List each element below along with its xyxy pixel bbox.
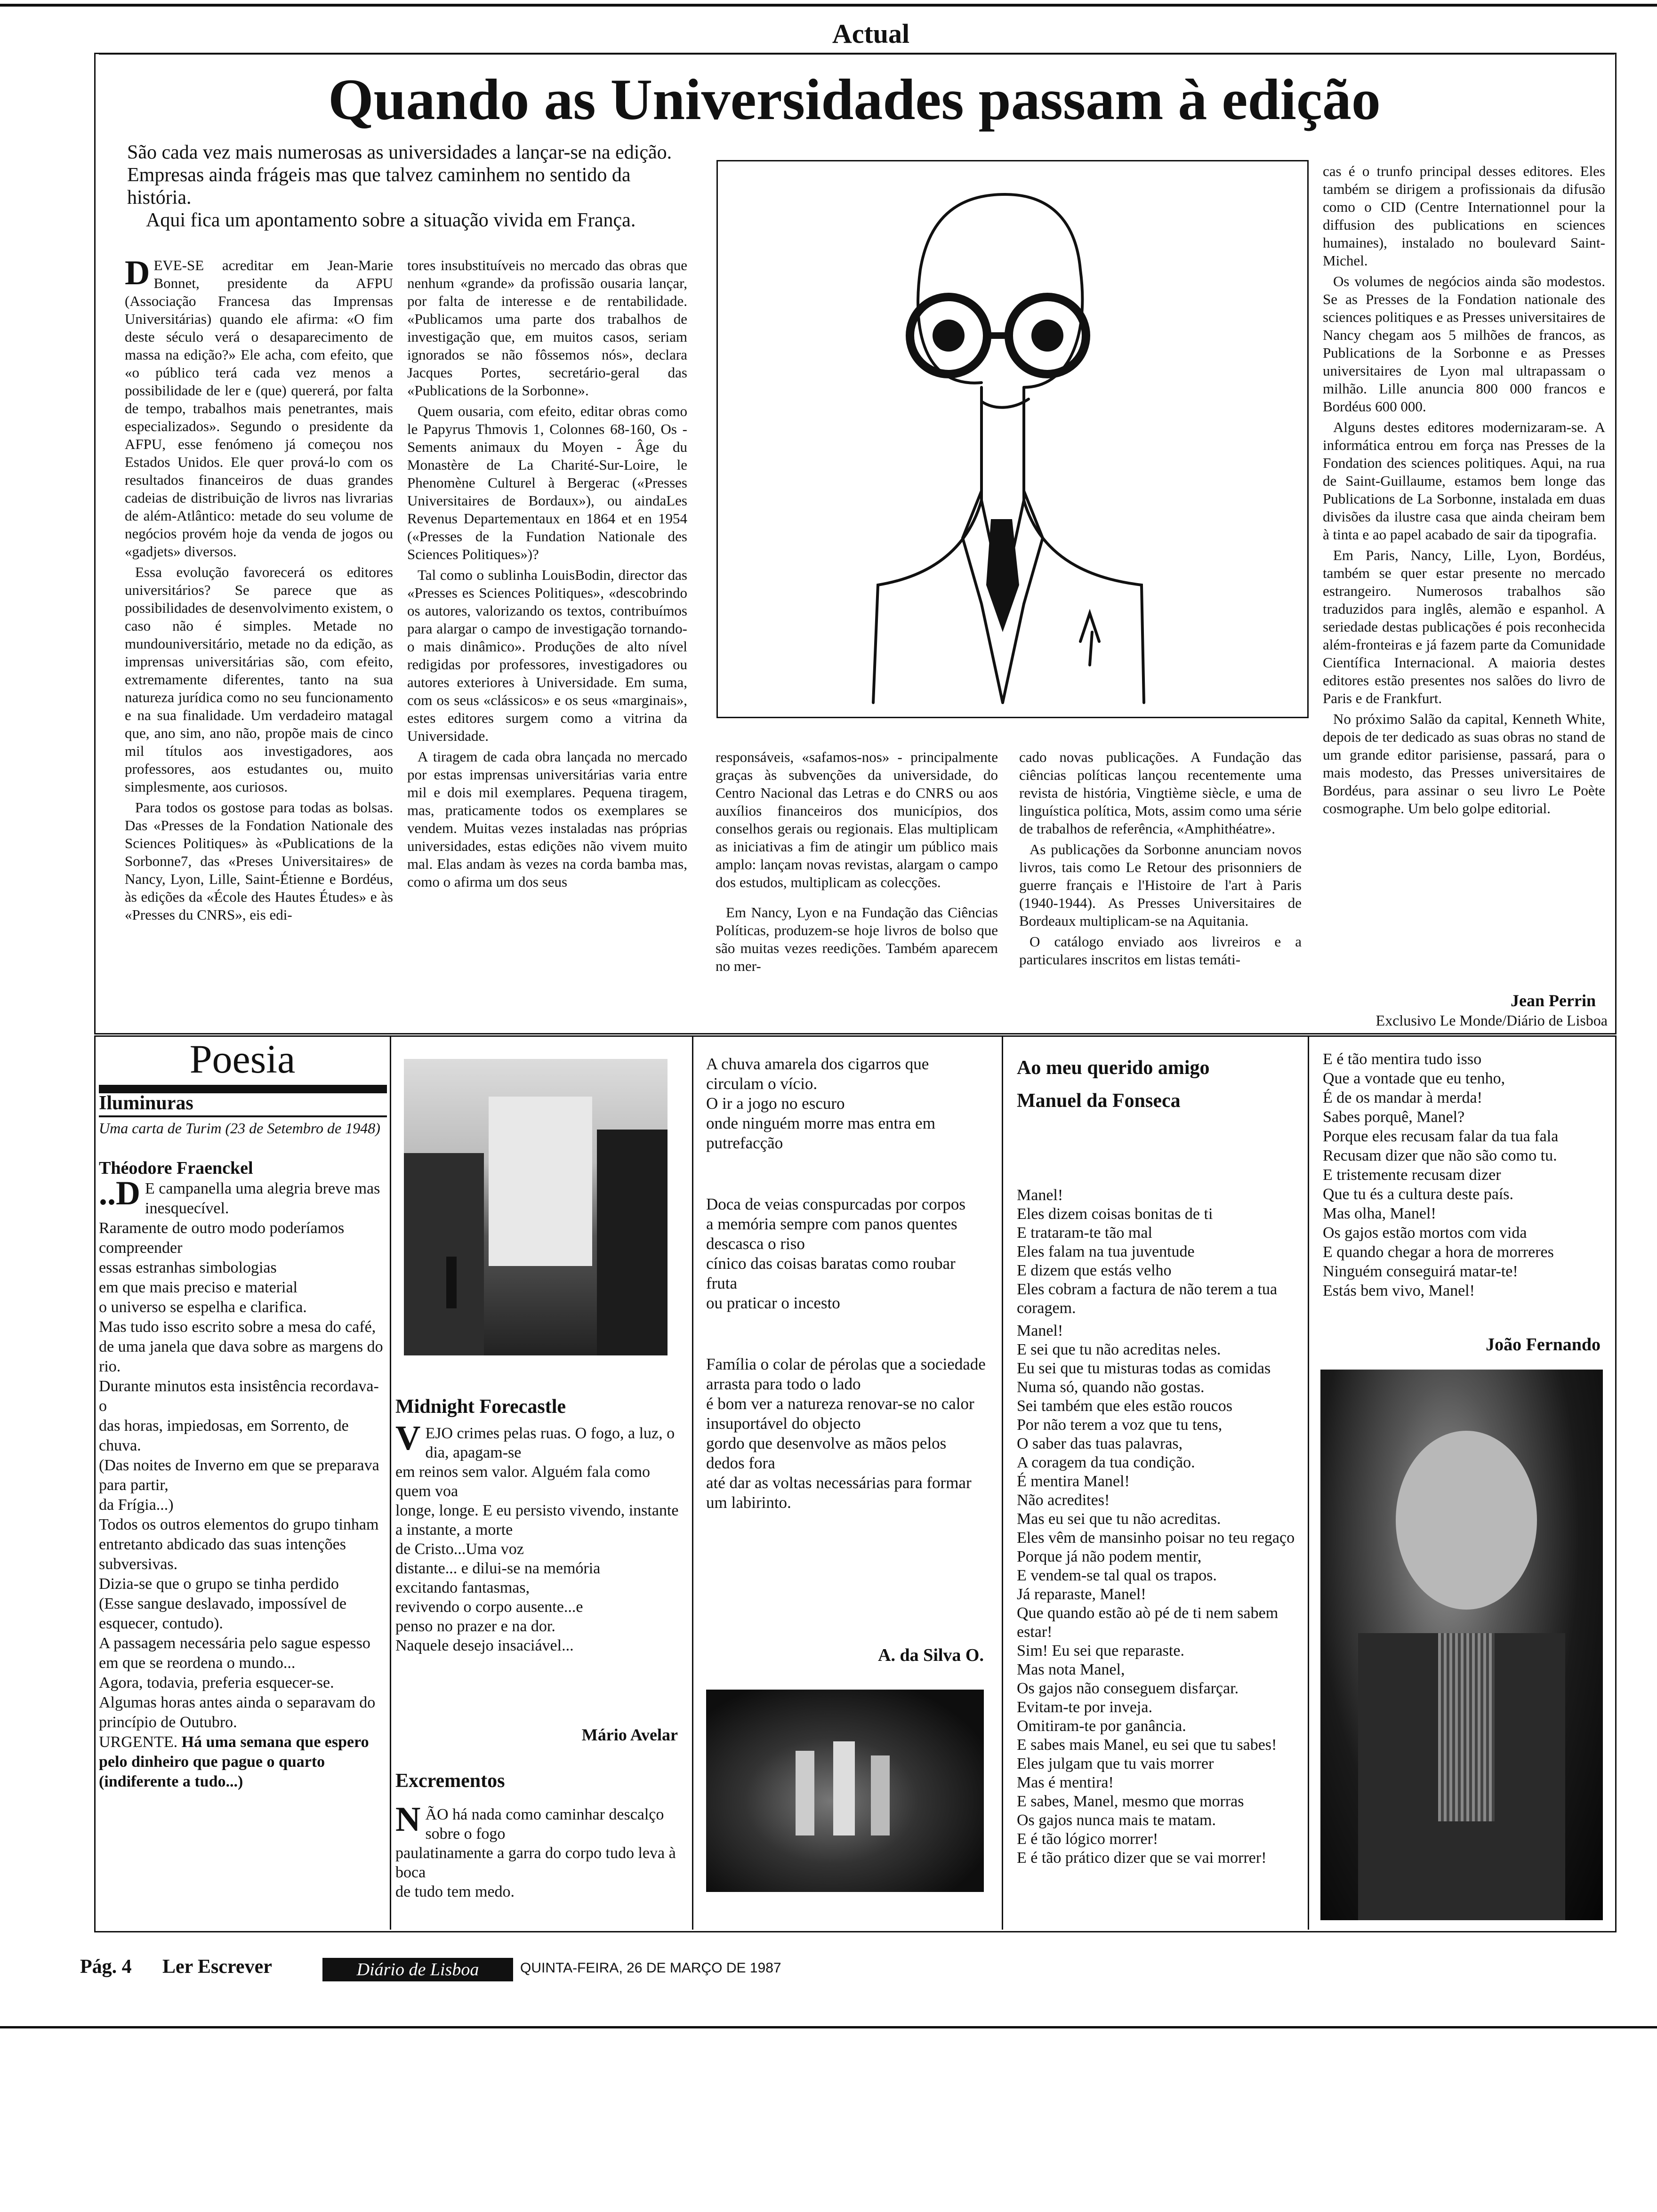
- illustration: [716, 160, 1309, 718]
- poem-line: Ninguém conseguirá matar-te!: [1323, 1263, 1518, 1280]
- page-number: Pág. 4: [80, 1956, 132, 1978]
- poem-line: Sim! Eu sei que reparaste.: [1017, 1642, 1184, 1659]
- poem-line: Que quando estão aò pé de ti nem sabem estar!: [1017, 1604, 1282, 1641]
- poem-line: Família o colar de pérolas que a sociedade: [706, 1355, 986, 1373]
- poem-line: ÃO há nada como caminhar descalço sobre o fogo: [425, 1806, 668, 1843]
- poem-line: Naquele desejo insaciável...: [395, 1637, 574, 1654]
- poem-fonseca: [1017, 1186, 1299, 1867]
- article-text: Em Paris, Nancy, Lille, Lyon, Bordéus, também se quer estar presente no mercado estrangeiro. Numerosos trabalhos são traduzidos para inglês, alemão e espanhol. A seriedade destas publicações é pois reconhecida além-fronteiras e já fazem parte da Comunidade Científica Internacional. A maioria destes editores estão presentes nos salões do livro de Paris e de Frankfurt.: [1323, 547, 1605, 706]
- poem-line: Eu sei que tu misturas todas as comidas: [1017, 1360, 1271, 1377]
- midnight-author: Mário Avelar: [581, 1725, 678, 1744]
- article-text: tores insubstituíveis no mercado das obras que nenhum «grande» da profissão ousaria lançar, por falta de interesse e de rentabilidade. «Publicamos uma parte dos trabalhos de investigação que, em muitos casos, seriam ignorados se não fôssemos nós», declara Jacques Portes, secretário-geral das «Publications de la Sorbonne».: [407, 257, 687, 399]
- poem-line: E quando chegar a hora de morreres: [1323, 1243, 1554, 1261]
- poem-line: Que a vontade que eu tenho,: [1323, 1070, 1505, 1087]
- article-text: Alguns destes editores modernizaram-se. A informática entrou em força nas Presses de la Fondation des sciences politiques. Aqui, na rua de Saint-Guillaume, estamos bem longe das Publications de La Sorbonne, instalada em duas divisões da ilustre casa que ainda cheiram bem à tinta e ao papel acabado de sair da tipografia.: [1323, 419, 1605, 543]
- poem-bold-end: Há uma semana que espero pelo dinheiro que pague o quarto (indiferente a tudo...): [99, 1733, 373, 1790]
- poem-line: E é tão mentira tudo isso: [1323, 1050, 1482, 1068]
- poem-line: Manel!: [1017, 1322, 1063, 1339]
- logo-text: Diário de Lisboa: [356, 1960, 479, 1980]
- poem-line: (Esse sangue deslavado, impossível de esquecer, contudo).: [99, 1595, 351, 1632]
- footer-section: Ler Escrever: [162, 1956, 272, 1978]
- poem-line: Os gajos não conseguem disfarçar.: [1017, 1680, 1239, 1697]
- poem-line: Todos os outros elementos do grupo tinham entretanto abdicado das suas intenções subversivas.: [99, 1516, 383, 1573]
- article-text: responsáveis, «safamos-nos» - principalmente graças às subvenções da universidade, do Centro Nacional das Letras e do CNRS ou aos auxílios financeiros dos municípios, dos conselhos gerais ou regionais. Elas multiplicam as iniciativas a fim de atingir um público mais amplo: lançam novas revistas, alargam o campo dos estudos, multiplicam as colecções.: [716, 749, 998, 890]
- article-text: Essa evolução favorecerá os editores universitários? Se parece que as possibilidades de desenvolvimento existem, o caso não é simples. Metade no mundouniversitário, metade no da edição, as imprensas universitárias são, com efeito, extremamente diferentes, tanto na sua natureza jurídica como no seu funcionamento e na sua finalidade. Um verdadeiro matagal que, ano sim, ano não, propõe mais de cinco mil títulos aos investigadores, aos professores, aos estudantes ou, muito simplesmente, aos curiosos.: [125, 564, 393, 795]
- poem-line: Eles julgam que tu vais morrer: [1017, 1755, 1214, 1772]
- poem-line: E trataram-te tão mal: [1017, 1224, 1152, 1242]
- article-text: Para todos os gostose para todas as bolsas. Das «Presses de la Fondation Nationale des Sciences Politiques» às «Publications de la Sorbonne7, das «Preses Universitaires» de Nancy, Lyon, Lille, Saint-Étienne e Bordéus, às edições da «École des Hautes Études» e às «Presses du CNRS», eis edi-: [125, 799, 393, 923]
- article-col-4: [1019, 748, 1302, 1031]
- poem-subtitle: Uma carta de Turim (23 de Setembro de 1948): [99, 1120, 380, 1137]
- poem-line: a instante, a morte: [395, 1521, 513, 1539]
- article-col-2: [407, 256, 687, 1028]
- poem-line: paulatinamente a garra do corpo tudo leva à boca: [395, 1844, 680, 1881]
- fonseca-title-2: Manuel da Fonseca: [1017, 1090, 1181, 1112]
- poem-line: Sabes porquê, Manel?: [1323, 1108, 1465, 1126]
- poem-line: Agora, todavia, preferia esquecer-se.: [99, 1674, 334, 1691]
- poem-line: até dar as voltas necessárias para formar: [706, 1474, 972, 1492]
- poem-line: Doca de veias conspurcadas por corpos: [706, 1195, 966, 1213]
- portrait-photo: [1320, 1370, 1603, 1920]
- poem-line: Eles vêm de mansinho poisar no teu regaço: [1017, 1529, 1295, 1547]
- silva-author: A. da Silva O.: [878, 1645, 984, 1665]
- poem-line: E dizem que estás velho: [1017, 1262, 1172, 1279]
- poem-line: Sei também que eles estão roucos: [1017, 1397, 1232, 1415]
- poem-line: da Frígia...): [99, 1496, 174, 1514]
- poem-line: Que tu és a cultura deste país.: [1323, 1186, 1514, 1203]
- article-col-5: [1323, 162, 1605, 977]
- poem-line: O saber das tuas palavras,: [1017, 1435, 1183, 1452]
- poem-line: E é tão lógico morrer!: [1017, 1830, 1158, 1848]
- bespectacled-man-icon: [718, 161, 1307, 717]
- poem-line: longe, longe. E eu persisto vivendo, instante: [395, 1502, 679, 1519]
- article-text: Em Nancy, Lyon e na Fundação das Ciências Políticas, produzem-se hoje livros de bolso que são muitas vezes reedições. Também aparecem no mer-: [716, 904, 998, 974]
- poem-line: Já reparaste, Manel!: [1017, 1586, 1146, 1603]
- poem-line: Omitiram-te por ganância.: [1017, 1717, 1186, 1735]
- poem-line: Mas é mentira!: [1017, 1774, 1114, 1791]
- poem-line: o universo se espelha e clarifica.: [99, 1298, 307, 1316]
- poem-line: em reinos sem valor. Alguém fala como quem voa: [395, 1463, 654, 1500]
- poem-line: E vendem-se tal qual os trapos.: [1017, 1567, 1217, 1584]
- poem-line: onde ninguém morre mas entra em putrefacção: [706, 1114, 940, 1152]
- poem-line: Numa só, quando não gostas.: [1017, 1378, 1205, 1396]
- poem-line: Evitam-te por inveja.: [1017, 1699, 1152, 1716]
- poem-line: em que se reordena o mundo...: [99, 1654, 296, 1672]
- poem-line: descasca o riso: [706, 1234, 805, 1253]
- article-text: No próximo Salão da capital, Kenneth White, depois de ter dedicado as suas obras no stand de um grande editor parisiense, passará, para o mais modesto, das Presses universitaires de Bordéus, para assinar o seu livro Le Poète cosmographe. Um belo golpe editorial.: [1323, 711, 1605, 817]
- poem-line: E tristemente recusam dizer: [1323, 1166, 1501, 1184]
- excrementos-title: Excrementos: [395, 1770, 505, 1792]
- poem-line: excitando fantasmas,: [395, 1579, 530, 1596]
- poem-silva: [706, 1054, 989, 1513]
- poem-line: Por não terem a voz que tu tens,: [1017, 1416, 1223, 1434]
- article-text: cado novas publicações. A Fundação das ciências políticas lançou recentemente uma revista de história, Vingtième siècle, e uma de linguística política, Mots, assim como uma série de trabalhos de referência, «Amphithéatre».: [1019, 749, 1302, 837]
- fonseca-author: João Fernando: [1486, 1335, 1601, 1354]
- midnight-title: Midnight Forecastle: [395, 1396, 566, 1418]
- poem-line: EJO crimes pelas ruas. O fogo, a luz, o dia, apagam-se: [425, 1425, 679, 1461]
- poem-line: O ir a jogo no escuro: [706, 1094, 845, 1113]
- poem-line: penso no prazer e na dor.: [395, 1618, 555, 1635]
- poem-line: em que mais preciso e material: [99, 1279, 298, 1296]
- article-text: A tiragem de cada obra lançada no mercado por estas imprensas universitárias varia entre mil e dois mil exemplares. Pequena tiragem, mas, praticamente todos os exemplares se vendem. Muitas vezes instaladas nas próprias universidades, estas edições não vivem muito mal. Elas andam às vezes na corda bamba mas, como o afirma um dos seus: [407, 748, 687, 890]
- article-author: Jean Perrin: [1511, 991, 1596, 1010]
- poem-line: cínico das coisas baratas como roubar fruta: [706, 1254, 960, 1292]
- poem-line: um labirinto.: [706, 1493, 791, 1512]
- article-col-3: [716, 748, 998, 1031]
- poem-iluminuras: ..D E campanella uma alegria breve mas inesquecível. Raramente de outro modo poderíamos compreender essas estranhas simbologias em que mais preciso e material o universo se espelha e clarifica. Mas tudo isso escrito sobre a mesa do café, de uma janela que dava sobre as margens do rio. Durante minutos esta insistência recordava-o das horas, impiedosas, em Sorrento, de chuva. (Das noites de Inverno em que se preparava para partir, da Frígia...) Todos os outros elementos do grupo tinham entretanto abdicado das suas intenções subversivas. Dizia-se que o grupo se tinha perdido (Esse sangue deslavado, impossível de esquecer, contudo). A passagem necessária pelo sague espesso em que se reordena o mundo... Agora, todavia, preferia esquecer-se. Algumas horas antes ainda o separavam do princípio de Outubro. URGENTE. Há uma semana que espero pelo dinheiro que pague o quarto (indiferente a tudo...): [99, 1174, 387, 1790]
- poem-line: Não acredites!: [1017, 1491, 1110, 1509]
- poem-line: Estás bem vivo, Manel!: [1323, 1282, 1475, 1299]
- poem-line: Dizia-se que o grupo se tinha perdido: [99, 1575, 339, 1593]
- poem-line: E campanella uma alegria breve mas inesquecível.: [145, 1180, 384, 1217]
- poem-line: Algumas horas antes ainda o separavam do princípio de Outubro.: [99, 1694, 379, 1731]
- headline: Quando as Universidades passam à edição: [328, 67, 1381, 132]
- dropcap: V: [395, 1419, 421, 1458]
- poem-line: A chuva amarela dos cigarros que circulam o vício.: [706, 1055, 933, 1093]
- dropcap: N: [395, 1800, 421, 1839]
- newspaper-logo: [322, 1958, 513, 1981]
- footer-date: QUINTA-FEIRA, 26 DE MARÇO DE 1987: [520, 1960, 781, 1976]
- poem-line: Mas olha, Manel!: [1323, 1205, 1436, 1222]
- street-photo: [404, 1059, 668, 1355]
- lead: [127, 141, 692, 232]
- poem-midnight: [395, 1419, 683, 1655]
- poesia-header: Poesia: [189, 1036, 296, 1082]
- poem-line: revivendo o corpo ausente...e: [395, 1598, 583, 1616]
- dropcap: D: [116, 1174, 140, 1212]
- section-label: Actual: [832, 18, 910, 49]
- poem-line: É mentira Manel!: [1017, 1473, 1130, 1490]
- poem-fonseca-end: [1323, 1050, 1605, 1300]
- article-text: O catálogo enviado aos livreiros e a particulares inscritos em listas temáti-: [1019, 933, 1302, 968]
- poem-line: Eles dizem coisas bonitas de ti: [1017, 1205, 1213, 1223]
- poem-line: de Cristo...Uma voz: [395, 1540, 524, 1558]
- poem-line: Eles cobram a factura de não terem a tua coragem.: [1017, 1281, 1281, 1317]
- poem-line: A passagem necessária pelo sague espesso: [99, 1635, 370, 1652]
- lead-para-2: Aqui fica um apontamento sobre a situação vivida em França.: [146, 209, 636, 231]
- article-text: Os volumes de negócios ainda são modestos. Se as Presses de la Fondation nationale des sciences politiques e as Presses universitaires de Nancy chegam aos 5 milhões de francos, as Publications de la Sorbonne e as Presses universitaires de Lyon mal ultrapassam o milhão. Lille anuncia 800 000 francos e Bordéus 600 000.: [1323, 273, 1605, 415]
- poem-line: Recusam dizer que não são como tu.: [1323, 1147, 1557, 1164]
- poem-line: Eles falam na tua juventude: [1017, 1243, 1195, 1260]
- poem-line: a memória sempre com panos quentes: [706, 1215, 957, 1233]
- lead-para-1: São cada vez mais numerosas as universidades a lançar-se na edição. Empresas ainda frágeis mas que talvez caminhem no sentido da história.: [127, 142, 672, 208]
- fonseca-title-1: Ao meu querido amigo: [1017, 1057, 1210, 1079]
- article-credit: Exclusivo Le Monde/Diário de Lisboa: [1375, 1012, 1608, 1029]
- procession-photo: [706, 1690, 984, 1892]
- poem-line: Porque eles recusam falar da tua fala: [1323, 1128, 1559, 1145]
- poem-line: essas estranhas simbologias: [99, 1259, 277, 1276]
- article-text: As publicações da Sorbonne anunciam novos livros, tais como Le Retour des prisonniers de guerre français e l'Histoire de l'art à Paris (1940-1944). As Presses Universitaires de Bordeaux multiplicam-se na Aquitania.: [1019, 841, 1302, 929]
- poem-line: E sabes mais Manel, eu sei que tu sabes!: [1017, 1736, 1277, 1754]
- poem-line: É de os mandar à merda!: [1323, 1089, 1482, 1106]
- poem-line: de tudo tem medo.: [395, 1883, 515, 1900]
- poem-title: Iluminuras: [99, 1092, 193, 1114]
- poem-line: E é tão prático dizer que se vai morrer!: [1017, 1849, 1267, 1867]
- poem-excrementos: [395, 1800, 683, 1901]
- poem-line: ou praticar o incesto: [706, 1294, 840, 1312]
- article-text: Tal como o sublinha LouisBodin, director das «Presses es Sciences Politiques», «descobrindo os autores, valorizando os textos, contribuímos para alargar o campo de investigação tornando-o mais dinâmico». Produções de alto nível redigidas por professores, investigadores ou autores exteriores à Universidade. Em suma, com os seus «clássicos» e os seus «marginais», estes editores surgem como a vitrina da Universidade.: [407, 567, 687, 744]
- article-text: Quem ousaria, com efeito, editar obras como le Papyrus Thmovis 1, Colonnes 68-160, Os - Sements animaux du Moyen - Âge du Monastère de La Charité-Sur-Loire, le Phenomène Culturel à Bergerac («Presses Universitaires de Bordaux»), ou aindaLes Revenus Departementaux en 1864 et en 1954 («Presses de la Fundation Nationale des Sciences Politiques»)?: [407, 403, 687, 562]
- poem-line: Os gajos nunca mais te matam.: [1017, 1811, 1216, 1829]
- poem-line: arrasta para todo o lado: [706, 1375, 861, 1393]
- poem-line: Mas eu sei que tu não acreditas.: [1017, 1510, 1221, 1528]
- poem-line: de uma janela que dava sobre as margens do rio.: [99, 1338, 387, 1375]
- poem-line: Os gajos estão mortos com vida: [1323, 1224, 1527, 1242]
- poem-line: A coragem da tua condição.: [1017, 1454, 1195, 1471]
- poem-line: Raramente de outro modo poderíamos compreender: [99, 1219, 348, 1257]
- poem-line: Porque já não podem mentir,: [1017, 1548, 1202, 1565]
- poem-line: distante... e dilui-se na memória: [395, 1560, 601, 1577]
- article-text: cas é o trunfo principal desses editores. Eles também se dirigem a profissionais da difusão como o CID (Centre Internationnel pour la diffusion des publications en sciences humaines), instalado no boulevard Saint-Michel.: [1323, 163, 1605, 269]
- poem-line: é bom ver a natureza renovar-se no calor insuportável do objecto: [706, 1395, 979, 1433]
- poem-line: URGENTE.: [99, 1733, 178, 1751]
- poem-line: Mas tudo isso escrito sobre a mesa do café,: [99, 1318, 376, 1336]
- poem-line: das horas, impiedosas, em Sorrento, de chuva.: [99, 1417, 353, 1454]
- poem-line: E sabes, Manel, mesmo que morras: [1017, 1793, 1244, 1810]
- poem-author: Théodore Fraenckel: [99, 1158, 253, 1178]
- poem-line: (Das noites de Inverno em que se preparava para partir,: [99, 1457, 384, 1494]
- dropcap-d: D: [125, 254, 150, 292]
- article-col-1: [125, 256, 393, 1028]
- poem-line: gordo que desenvolve as mãos pelos dedos fora: [706, 1434, 951, 1472]
- poem-line: Mas nota Manel,: [1017, 1661, 1125, 1678]
- article-text: EVE-SE acreditar em Jean-Marie Bonnet, presidente da AFPU (Associação Francesa das Imprensas Universitárias) quando ele afirma: «O fim deste século verá o desaparecimento de massa na edição?» Ele acha, com efeito, que «o público terá cada vez menos a possibilidade de ler e (que) quererá, por falta de tempo, trabalhos mais penetrantes, mais especializados». Segundo o presidente da AFPU, esse fenómeno já começou nos Estados Unidos. Ele quer prová-lo com os resultados financeiros de duas grandes cadeias de distribuição de livros nas livrarias de além-Atlântico: metade do seu volume de negócios provém hoje da venda de jogos ou «gadjets» diversos.: [125, 257, 393, 560]
- poem-line: E sei que tu não acreditas neles.: [1017, 1341, 1221, 1358]
- poem-line: Manel!: [1017, 1186, 1063, 1204]
- poem-line: Durante minutos esta insistência recordava-o: [99, 1378, 379, 1415]
